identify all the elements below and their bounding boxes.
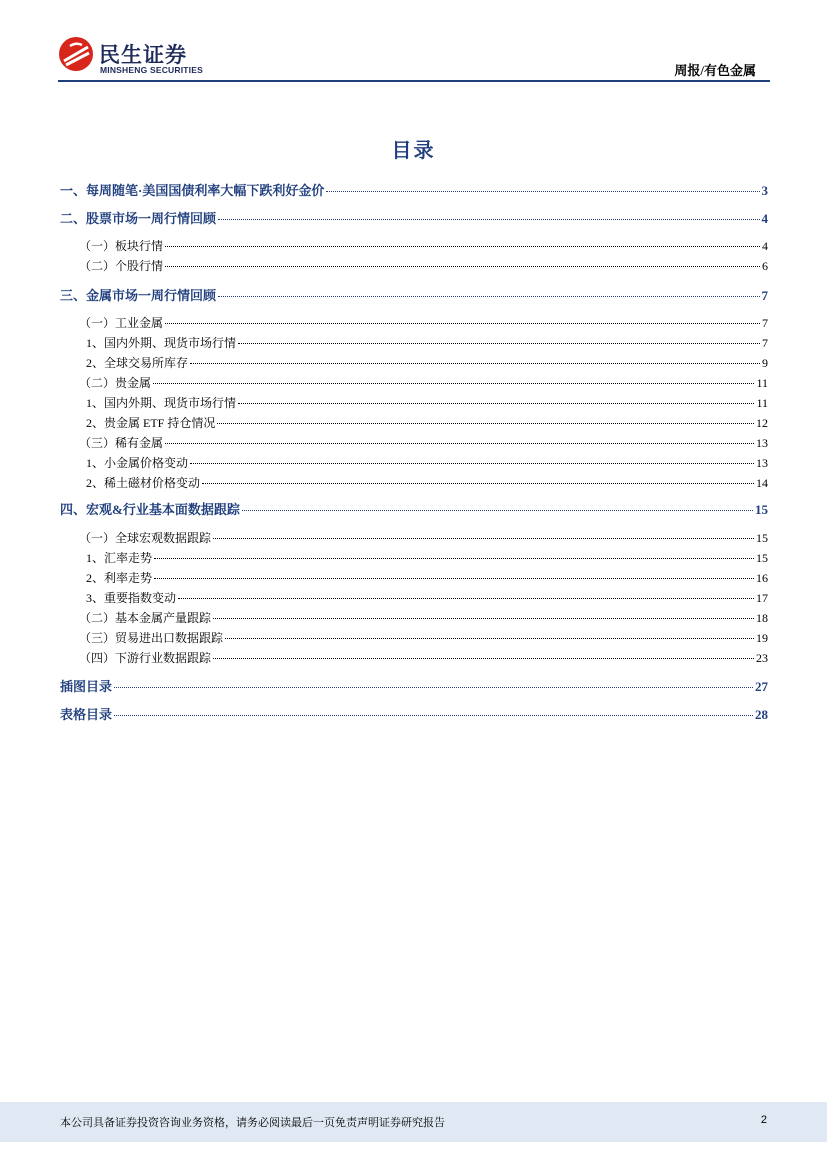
toc-entry-page: 11: [756, 376, 768, 390]
toc-entry-label: 3、重要指数变动: [86, 591, 177, 605]
toc-entry-label: 插图目录: [60, 679, 113, 694]
toc-leader-dots: [114, 715, 753, 716]
toc-entry-page: 14: [756, 476, 768, 490]
header-divider: [58, 80, 770, 82]
toc-entry[interactable]: [60, 180, 768, 199]
toc-entry-page: 19: [756, 631, 768, 645]
toc-entry-label: 1、国内外期、现货市场行情: [86, 336, 237, 350]
toc-entry-label: （三）稀有金属: [79, 436, 164, 450]
toc-leader-dots: [218, 219, 759, 220]
toc-leader-dots: [225, 638, 754, 639]
toc-entry-label: （二）贵金属: [79, 376, 152, 390]
toc-entry-label: 2、贵金属 ETF 持仓情况: [86, 416, 216, 430]
toc-entry-label: 1、汇率走势: [86, 551, 153, 565]
toc-leader-dots: [154, 578, 754, 579]
toc-leader-dots: [165, 266, 760, 267]
toc-entry[interactable]: [60, 529, 768, 546]
toc-entry-label: 2、利率走势: [86, 571, 153, 585]
toc-entry[interactable]: [60, 314, 768, 331]
toc-leader-dots: [165, 443, 754, 444]
toc-entry-page: 3: [761, 183, 768, 198]
minsheng-logo-icon: [58, 36, 94, 72]
toc-entry[interactable]: [60, 374, 768, 391]
toc-entry-page: 4: [762, 239, 768, 253]
toc-entry-page: 17: [756, 591, 768, 605]
toc-entry[interactable]: [60, 285, 768, 304]
footer-disclaimer: 本公司具备证券投资咨询业务资格，请务必阅读最后一页免责声明证券研究报告: [60, 1117, 445, 1129]
toc-entry-page: 16: [756, 571, 768, 585]
toc-entry-label: （四）下游行业数据跟踪: [79, 651, 212, 665]
toc-entry-page: 7: [761, 288, 768, 303]
toc-entry-label: 二、股票市场一周行情回顾: [60, 211, 217, 226]
toc-entry[interactable]: [60, 474, 768, 491]
toc-entry-page: 11: [756, 396, 768, 410]
toc-leader-dots: [190, 363, 760, 364]
toc-entry-label: （三）贸易进出口数据跟踪: [79, 631, 224, 645]
report-type-label: 周报/有色金属: [674, 63, 756, 78]
toc-entry[interactable]: [60, 704, 768, 723]
toc-leader-dots: [153, 383, 754, 384]
toc-leader-dots: [326, 191, 759, 192]
toc-entry[interactable]: [60, 649, 768, 666]
toc-entry-page: 7: [762, 336, 768, 350]
toc-entry-page: 27: [755, 679, 768, 694]
page-header: [58, 36, 770, 82]
toc-entry[interactable]: [60, 334, 768, 351]
toc-entry[interactable]: [60, 676, 768, 695]
toc-entry-page: 4: [761, 211, 768, 226]
toc-entry-label: 三、金属市场一周行情回顾: [60, 288, 217, 303]
toc-entry-label: 1、国内外期、现货市场行情: [86, 396, 237, 410]
toc-entry-page: 15: [755, 502, 768, 517]
toc-leader-dots: [242, 510, 753, 511]
toc-leader-dots: [165, 323, 760, 324]
toc-entry-page: 15: [756, 531, 768, 545]
toc-entry-label: （一）工业金属: [79, 316, 164, 330]
minsheng-logo: [58, 36, 218, 80]
toc-entry-page: 13: [756, 436, 768, 450]
toc-entry-label: （一）全球宏观数据跟踪: [79, 531, 212, 545]
toc-entry[interactable]: [60, 354, 768, 371]
toc-entry-page: 13: [756, 456, 768, 470]
toc-entry-label: 表格目录: [60, 707, 113, 722]
toc-entry-page: 6: [762, 259, 768, 273]
toc-entry-label: （二）基本金属产量跟踪: [79, 611, 212, 625]
toc-entry-page: 18: [756, 611, 768, 625]
toc-entry-page: 7: [762, 316, 768, 330]
toc-leader-dots: [217, 423, 754, 424]
page-number: 2: [760, 1114, 767, 1126]
toc-entry[interactable]: [60, 549, 768, 566]
toc-leader-dots: [202, 483, 754, 484]
toc-entry[interactable]: [60, 499, 768, 518]
toc-leader-dots: [238, 403, 754, 404]
toc-entry-label: 四、宏观&行业基本面数据跟踪: [60, 502, 240, 517]
toc-entry[interactable]: [60, 394, 768, 411]
toc-leader-dots: [190, 463, 754, 464]
toc-entry[interactable]: [60, 609, 768, 626]
logo-chinese-name: 民生证券: [99, 44, 187, 67]
toc-leader-dots: [213, 658, 754, 659]
toc-entry[interactable]: [60, 589, 768, 606]
toc-entry-page: 12: [756, 416, 768, 430]
toc-entry-label: 一、每周随笔·美国国债利率大幅下跌利好金价: [60, 183, 325, 198]
toc-leader-dots: [165, 246, 760, 247]
toc-entry[interactable]: [60, 629, 768, 646]
toc-leader-dots: [238, 343, 760, 344]
toc-entry[interactable]: [60, 454, 768, 471]
toc-entry-page: 9: [762, 356, 768, 370]
toc-entry[interactable]: [60, 414, 768, 431]
toc-entry-label: 2、全球交易所库存: [86, 356, 189, 370]
page-footer: [0, 1102, 827, 1142]
toc-entry-label: 2、稀土磁材价格变动: [86, 476, 201, 490]
toc-entry[interactable]: [60, 569, 768, 586]
toc-entry-page: 28: [755, 707, 768, 722]
toc-entry[interactable]: [60, 257, 768, 274]
toc-entry-page: 23: [756, 651, 768, 665]
toc-entry[interactable]: [60, 434, 768, 451]
toc-entry[interactable]: [60, 237, 768, 254]
toc-leader-dots: [213, 618, 754, 619]
toc-entry[interactable]: [60, 208, 768, 227]
toc-leader-dots: [154, 558, 754, 559]
toc-title: 目录: [391, 140, 436, 162]
toc-entry-label: （一）板块行情: [79, 239, 164, 253]
toc-leader-dots: [218, 296, 759, 297]
toc-entry-label: 1、小金属价格变动: [86, 456, 189, 470]
toc-entry-page: 15: [756, 551, 768, 565]
logo-english-name: MINSHENG SECURITIES: [100, 65, 203, 75]
toc-entry-label: （二）个股行情: [79, 259, 164, 273]
toc-leader-dots: [213, 538, 754, 539]
toc-leader-dots: [178, 598, 754, 599]
toc-leader-dots: [114, 687, 753, 688]
